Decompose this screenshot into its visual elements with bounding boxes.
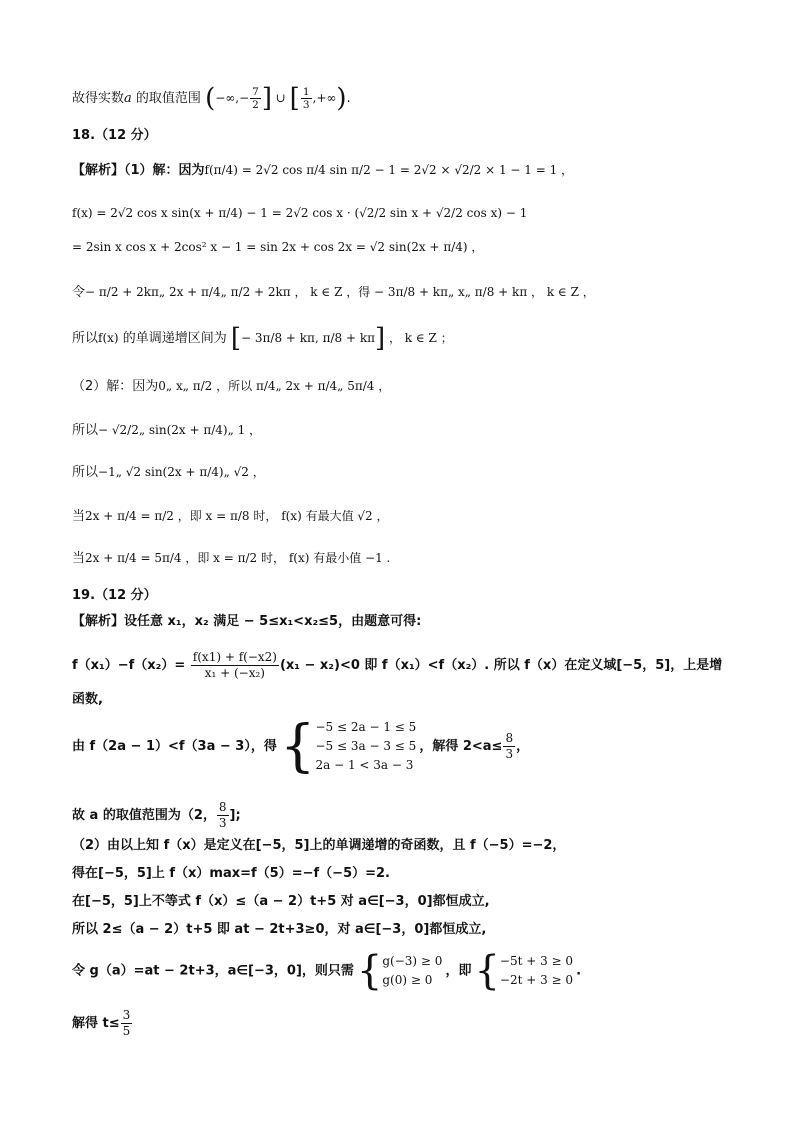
fraction: $\frac{f(x1) + f(-x2)}{\text{x₁ + (−x₂)}}$: [192, 650, 277, 680]
question-18-heading: 18.（12 分）: [72, 128, 157, 143]
equation-system: { g(−3) ≥ 0 g(0) ≥ 0: [356, 948, 443, 994]
bracket-open: [: [230, 323, 242, 354]
text: ];: [229, 808, 241, 823]
text: 令 g（a）=at − 2t+3，a∈[−3，0]，则只需: [72, 963, 354, 979]
line-20: 得在[−5，5]上 f（x）max=f（5）=−f（−5）=2.: [72, 866, 390, 881]
text: .: [346, 91, 351, 106]
fraction: $\frac{8}{3}$: [505, 731, 514, 761]
math: −1„ √2 sin(2x + π/4)„ √2 ，: [98, 465, 265, 479]
line-15: [72, 650, 722, 681]
math: f(x): [98, 331, 119, 345]
math: ,+∞: [312, 91, 337, 105]
text: 故 a 的取值范围为（2，: [72, 808, 216, 823]
line-6: [72, 282, 595, 303]
var-a: a: [124, 91, 132, 106]
text: 所以: [72, 331, 99, 346]
text: 解得 t≤: [72, 1016, 120, 1031]
line-7: [72, 323, 453, 354]
text: 的单调递增区间为: [118, 331, 227, 346]
line-19: （2）由以上知 f（x）是定义在[−5，5]上的单调递增的奇函数，且 f（−5）=−2，: [72, 838, 566, 853]
line-17: [72, 713, 530, 779]
line-12: [72, 548, 390, 569]
fraction: $\frac{7}{2}$: [252, 86, 259, 111]
text: f（x₁）−f（x₂）=: [72, 658, 186, 673]
text: 由 f（2a − 1）<f（3a − 3），得: [72, 739, 277, 754]
text: ，解得 2<a≤: [419, 739, 503, 754]
equation-system: { −5t + 3 ≥ 0 −2t + 3 ≥ 0: [474, 948, 574, 994]
math: −∞,−: [215, 91, 250, 105]
line-8: [72, 376, 390, 397]
line-18: [72, 800, 241, 831]
text: ，: [516, 739, 530, 754]
line-14: 【解析】设任意 x₁，x₂ 满足 − 5≤x₁<x₂≤5，由题意可得:: [72, 614, 422, 629]
line-11: [72, 506, 389, 527]
analysis-label: 【解析】（1）解：因为: [72, 163, 205, 178]
text: 所以: [72, 423, 99, 438]
fraction: $\frac{3}{5}$: [122, 1008, 131, 1038]
equation-system: { −5 ≤ 2a − 1 ≤ 5 −5 ≤ 3a − 3 ≤ 5 2a − 1 < 3a − 3: [279, 713, 417, 779]
math: − 3π/8 + kπ, π/8 + kπ: [241, 331, 375, 345]
line-23: [72, 948, 582, 994]
fraction: $\frac{1}{3}$: [302, 86, 310, 111]
text: .: [576, 963, 582, 979]
math: f(π/4) = 2√2 cos π/4 sin π/2 − 1 = 2√2 × √2/2 × 1 − 1 = 1 ，: [204, 163, 574, 177]
bracket-close: ]: [261, 83, 272, 114]
text: 当: [72, 509, 86, 524]
text: 的取值范围: [131, 91, 201, 106]
text: 令: [72, 285, 86, 300]
line-3: [72, 160, 573, 181]
line-1: [72, 83, 351, 114]
line-16: 函数,: [72, 692, 103, 707]
text: 故得实数: [72, 91, 125, 106]
math: 2x + π/4 = 5π/4 ，即 x = π/2 时， f(x) 有最小值 −1 .: [85, 551, 391, 565]
text: 所以: [72, 465, 99, 480]
text: （2）解：因为: [72, 379, 159, 394]
line-10: [72, 462, 265, 483]
text: 当: [72, 551, 86, 566]
line-4: f(x) = 2√2 cos x sin(x + π/4) − 1 = 2√2 cos x · (√2/2 sin x + √2/2 cos x) − 1: [72, 206, 528, 220]
fraction: $\frac{8}{3}$: [218, 800, 227, 830]
line-22: 所以 2≤（a − 2）t+5 即 at − 2t+3≥0，对 a∈[−3，0]都恒成立,: [72, 922, 487, 937]
question-19-heading: 19.（12 分）: [72, 588, 157, 603]
math: − π/2 + 2kπ„ 2x + π/4„ π/2 + 2kπ ， k ∈ Z ，得 − 3π/8 + kπ„ x„ π/8 + kπ ， k ∈ Z ，: [85, 285, 595, 299]
text: ，即: [445, 963, 472, 979]
math: 0„ x„ π/2 ，所以 π/4„ 2x + π/4„ 5π/4 ，: [158, 379, 391, 393]
math: 2x + π/4 = π/2 ，即 x = π/8 时， f(x) 有最大值 √2 ，: [85, 509, 389, 523]
bracket-open: [: [289, 83, 300, 114]
bracket-close: ]: [374, 323, 386, 354]
line-9: [72, 420, 261, 441]
text: (x₁ − x₂)<0 即 f（x₁）<f（x₂）. 所以 f（x）在定义域[−5，5]，上是增: [279, 658, 723, 673]
line-21: 在[−5，5]上不等式 f（x）≤（a − 2）t+5 对 a∈[−3，0]都恒成立,: [72, 894, 490, 909]
math: − √2/2„ sin(2x + π/4)„ 1 ，: [98, 423, 262, 437]
line-24: [72, 1008, 133, 1039]
bracket-close: ): [336, 83, 347, 114]
line-5: = 2sin x cos x + 2cos² x − 1 = sin 2x + cos 2x = √2 sin(2x + π/4) ，: [72, 240, 484, 254]
math: ∪: [271, 91, 290, 105]
math: ， k ∈ Z ；: [385, 331, 453, 345]
bracket-open: (: [205, 83, 216, 114]
